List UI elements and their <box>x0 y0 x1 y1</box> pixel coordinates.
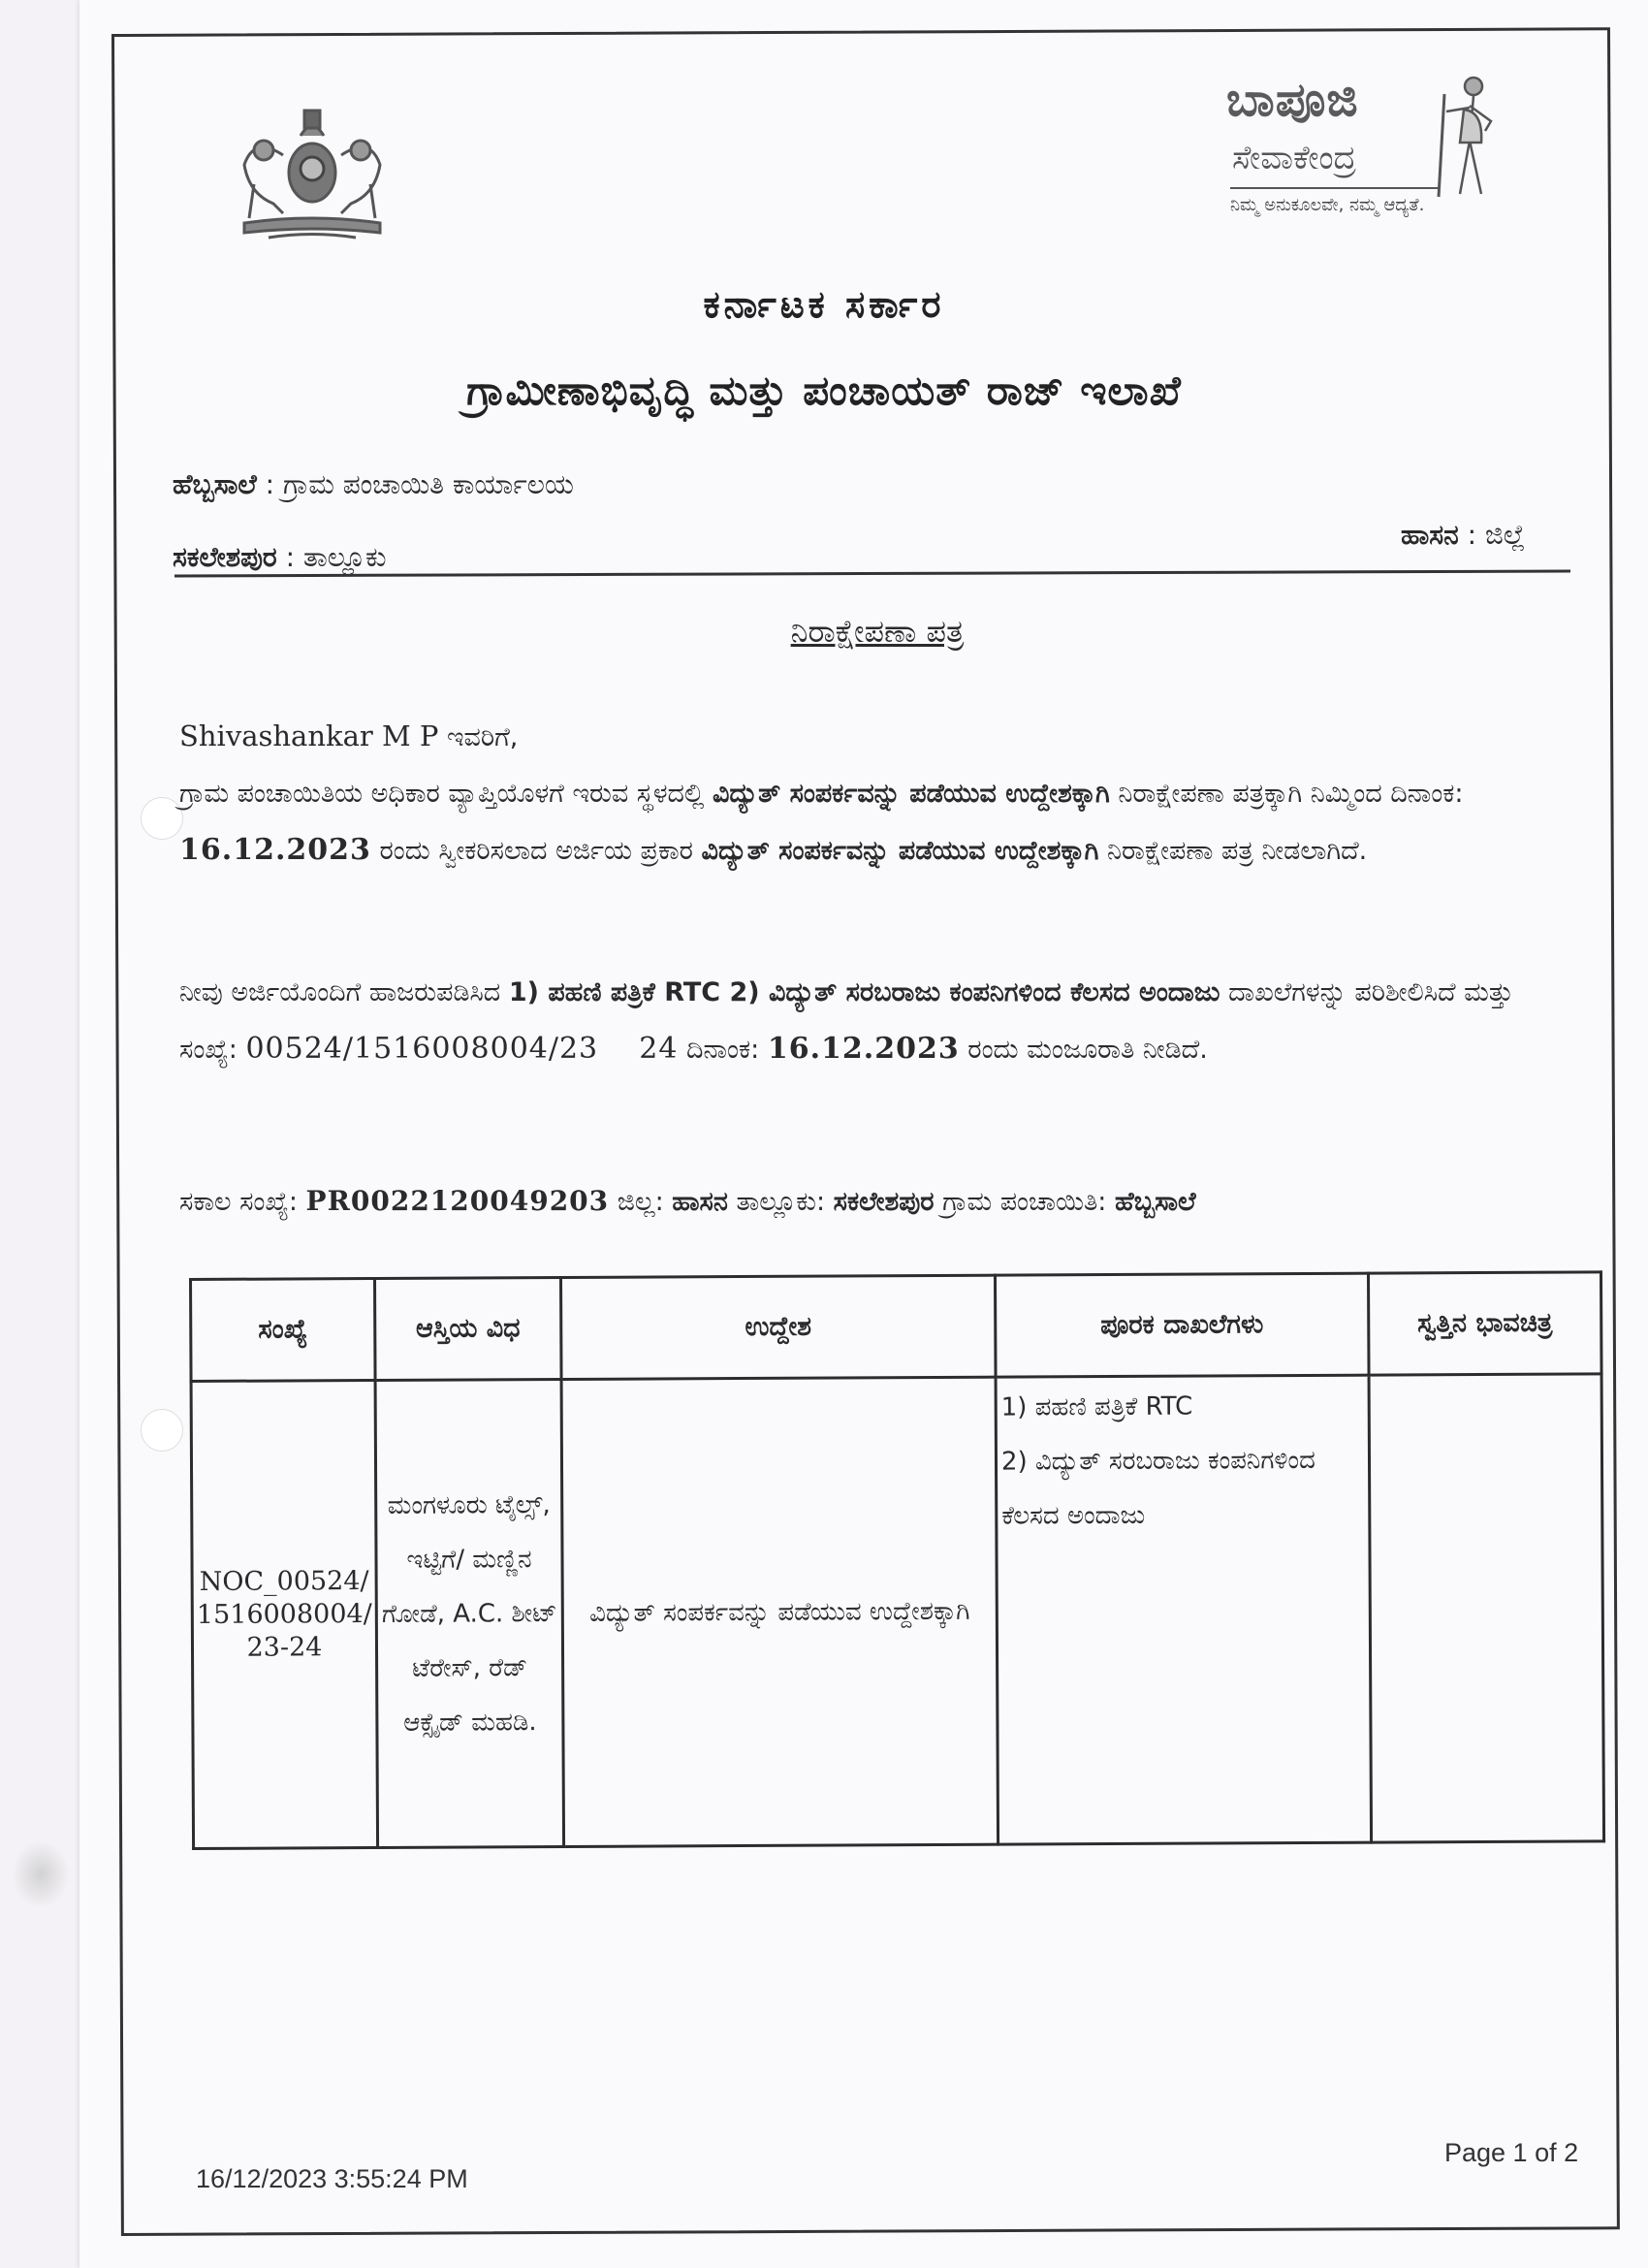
sakala-label: ಸಕಾಲ ಸಂಖ್ಯೆ: <box>179 1187 306 1217</box>
taluk-value: ಸಕಲೇಶಪುರ <box>833 1187 935 1217</box>
column-header: ಉದ್ದೇಶ <box>561 1275 997 1379</box>
panchayat-value: ಹೆಬ್ಬಸಾಲೆ <box>1114 1187 1196 1217</box>
addressee-suffix: ಇವರಿಗೆ, <box>438 722 519 752</box>
panchayat-label: ಗ್ರಾಮ ಪಂಚಾಯಿತಿ: <box>934 1187 1115 1217</box>
column-header: ಪೂರಕ ದಾಖಲೆಗಳು <box>995 1273 1369 1377</box>
sakala-number: PR0022120049203 <box>305 1185 610 1217</box>
document-item: 1) ಪಹಣಿ ಪತ್ರಿಕೆ RTC <box>1000 1391 1193 1422</box>
addressee-name: Shivashankar M P <box>179 719 439 752</box>
para2-text: ನೀವು ಅರ್ಜಿಯೊಂದಿಗೆ ಹಾಜರುಪಡಿಸಿದ <box>179 977 509 1007</box>
para1-text: ನಿರಾಕ್ಷೇಪಣಾ ಪತ್ರಕ್ಕಾಗಿ ನಿಮ್ಮಿಂದ ದಿನಾಂಕ: <box>1109 779 1464 809</box>
para1-text: ನಿರಾಕ್ಷೇಪಣಾ ಪತ್ರ ನೀಡಲಾಗಿದೆ. <box>1098 836 1368 866</box>
district-label: : ಜಿಲ್ಲೆ <box>1458 519 1526 551</box>
approval-number: 00524/1516008004/23 24 <box>245 1032 679 1066</box>
column-header: ಸಂಖ್ಯೆ <box>191 1278 376 1381</box>
addressee <box>179 708 1575 766</box>
document-subject: ನಿರಾಕ್ಷೇಪಣಾ ಪತ್ರ <box>790 613 965 650</box>
paragraph-application <box>179 766 1575 879</box>
document-item: 2) ವಿದ್ಯುತ್ ಸರಬರಾಜು ಕಂಪನಿಗಳಿಂದ ಕೆಲಸದ ಅಂದಾಜು <box>1000 1445 1315 1531</box>
district-value: ಹಾಸನ <box>672 1187 728 1217</box>
taluk-label: ತಾಲ್ಲೂಕು: <box>727 1187 834 1217</box>
karnataka-emblem-icon <box>225 97 399 247</box>
logo-title: ಬಾಪೂಜಿ <box>1226 73 1359 127</box>
para1-text: ಗ್ರಾಮ ಪಂಚಾಯಿತಿಯ ಅಧಿಕಾರ ವ್ಯಾಪ್ತಿಯೊಳಗೆ ಇರುವ ಸ್ಥಳದಲ್ಲಿ <box>179 779 713 809</box>
taluk-line <box>173 541 387 574</box>
panchayat-name: ಹೆಬ್ಬಸಾಲೆ <box>173 468 257 500</box>
government-title: ಕರ್ನಾಟಕ ಸರ್ಕಾರ <box>703 283 945 326</box>
logo-subtitle: ಸೇವಾಕೇಂದ್ರ <box>1232 139 1357 177</box>
panchayat-label: : ಗ್ರಾಮ ಪಂಚಾಯಿತಿ ಕಾರ್ಯಾಲಯ <box>256 468 574 500</box>
property-type-cell: ಮಂಗಳೂರು ಟೈಲ್ಸ್, ಇಟ್ಟಿಗೆ/ ಮಣ್ಣಿನ ಗೋಡೆ, A.C. ಶೀಟ್ ಟೆರೇಸ್, ರೆಡ್ ಆಕ್ಸೈಡ್ ಮಹಡಿ. <box>375 1379 564 1847</box>
property-photo-cell <box>1369 1374 1604 1842</box>
supporting-documents-cell <box>996 1375 1372 1844</box>
table-header-row <box>191 1272 1602 1382</box>
para2-text: ದಿನಾಂಕ: <box>678 1035 768 1065</box>
paragraph-documents <box>179 965 1575 1078</box>
logo-tagline: ನಿಮ್ಮ ಅನುಕೂಲವೇ, ನಮ್ಮ ಆದ್ಯತೆ. <box>1230 195 1425 215</box>
approval-date: 16.12.2023 <box>767 1032 960 1066</box>
noc-details-table <box>189 1270 1605 1850</box>
noc-number-cell: NOC_00524/1516008004/23-24 <box>191 1380 378 1848</box>
bapuji-sevakendra-logo <box>1226 73 1517 228</box>
district-label: ಜಿಲ್ಲ: <box>609 1187 673 1217</box>
application-date: 16.12.2023 <box>179 833 371 867</box>
para2-text: ರಂದು ಮಂಜೂರಾತಿ ನೀಡಿದೆ. <box>959 1035 1208 1065</box>
purpose-cell: ವಿದ್ಯುತ್ ಸಂಪರ್ಕವನ್ನು ಪಡೆಯುವ ಉದ್ದೇಶಕ್ಕಾಗಿ <box>561 1377 998 1846</box>
para2-documents: 1) ಪಹಣಿ ಪತ್ರಿಕೆ RTC 2) ವಿದ್ಯುತ್ ಸರಬರಾಜು ಕಂಪನಿಗಳಿಂದ ಕೆಲಸದ ಅಂದಾಜು <box>508 977 1220 1007</box>
document-border <box>111 27 1620 2236</box>
taluk-label: : ತಾಲ್ಲೂಕು <box>276 541 387 573</box>
para1-purpose: ವಿದ್ಯುತ್ ಸಂಪರ್ಕವನ್ನು ಪಡೆಯುವ ಉದ್ದೇಶಕ್ಕಾಗಿ <box>712 779 1110 809</box>
district-line <box>1401 519 1525 552</box>
panchayat-line <box>173 468 574 501</box>
district-name: ಹಾಸನ <box>1401 519 1459 551</box>
print-timestamp: 16/12/2023 3:55:24 PM <box>196 2164 468 2193</box>
column-header: ಸ್ವತ್ತಿನ ಭಾವಚಿತ್ರ <box>1368 1272 1601 1375</box>
table-row <box>191 1374 1604 1849</box>
scan-smudge <box>12 1840 70 1908</box>
page-number: Page 1 of 2 <box>1444 2138 1579 2167</box>
gandhi-figure-icon <box>1425 73 1507 199</box>
para1-text: ರಂದು ಸ್ವೀಕರಿಸಲಾದ ಅರ್ಜಿಯ ಪ್ರಕಾರ <box>370 836 702 866</box>
para1-purpose: ವಿದ್ಯುತ್ ಸಂಪರ್ಕವನ್ನು ಪಡೆಯುವ ಉದ್ದೇಶಕ್ಕಾಗಿ <box>701 836 1099 866</box>
taluk-name: ಸಕಲೇಶಪುರ <box>173 541 277 573</box>
paragraph-sakala <box>179 1173 1575 1230</box>
column-header: ಆಸ್ತಿಯ ವಿಧ <box>375 1277 562 1380</box>
para2-text: ದಾಖಲೆಗಳನ್ನು ಪರಿಶೀಲಿಸಿದೆ ಮತ್ತು ಸಂಖ್ಯೆ: <box>179 977 1514 1065</box>
logo-divider <box>1230 187 1439 189</box>
department-title: ಗ್ರಾಮೀಣಾಭಿವೃದ್ಧಿ ಮತ್ತು ಪಂಚಾಯತ್ ರಾಜ್ ಇಲಾಖೆ <box>466 367 1182 414</box>
